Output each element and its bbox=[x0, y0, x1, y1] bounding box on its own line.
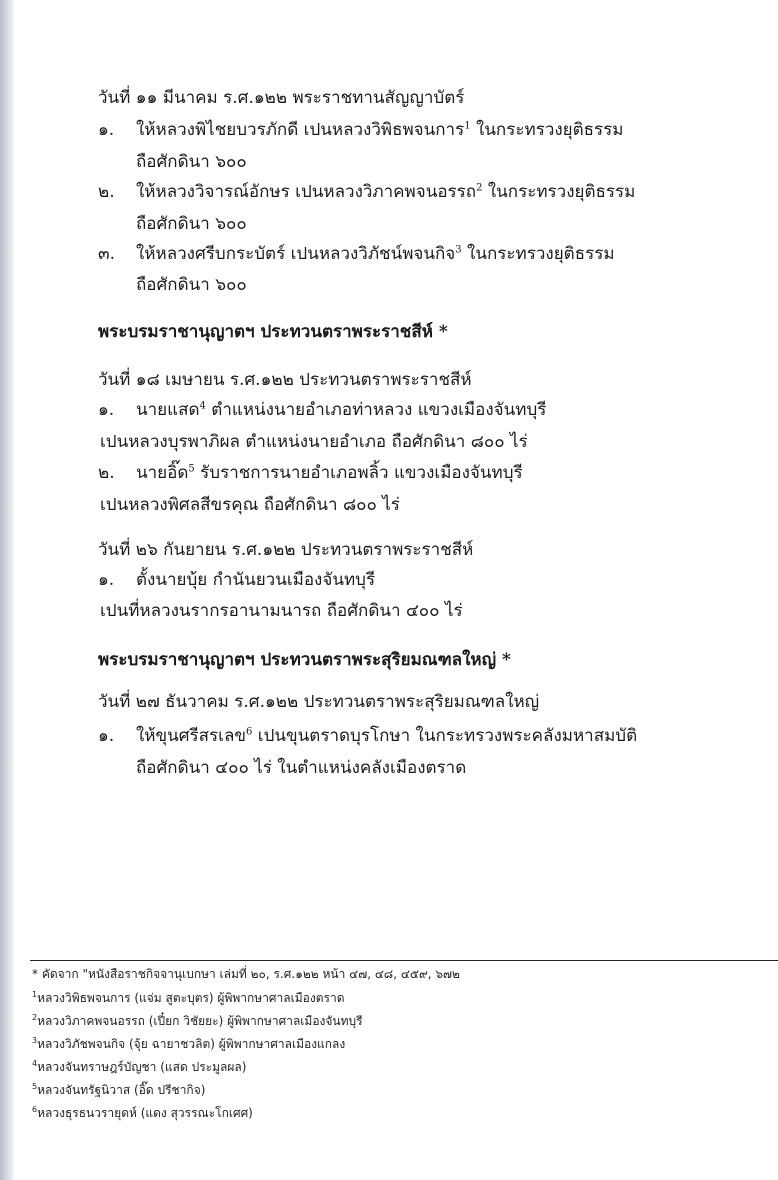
footnote-ref: 6 bbox=[246, 726, 253, 738]
footnote-ref: 5 bbox=[188, 463, 195, 475]
footnote-mark: 1 bbox=[32, 990, 38, 999]
item-text: ให้หลวงวิจารณ์อักษร เปนหลวงวิภาคพจนอรรถ bbox=[136, 182, 477, 202]
section3-item-1-line2: เปนที่หลวงนรากรอานามนารถ ถือศักดินา ๔๐๐ ไร่ bbox=[100, 601, 463, 621]
item-number: ๒. bbox=[98, 182, 115, 202]
item-text-after: รับราชการนายอำเภอพลิ้ว แขวงเมืองจันทบุรี bbox=[194, 463, 523, 483]
section1-date-line: วันที่ ๑๑ มีนาคม ร.ศ.๑๒๒ พระราชทานสัญญาบัตร์ bbox=[98, 88, 465, 108]
section1-item-1-line2: ถือศักดินา ๖๐๐ bbox=[136, 152, 247, 172]
footnote-text: หลวงจันทราษฎร์บัญชา (แสด ประมูลผล) bbox=[37, 1060, 247, 1074]
item-number: ๑. bbox=[98, 120, 115, 140]
footnote-mark: 3 bbox=[32, 1036, 38, 1045]
item-text-after: เปนขุนตราดบุรโกษา ในกระทรวงพระคลังมหาสมบัติ bbox=[252, 726, 638, 746]
section1-item-2 bbox=[98, 180, 635, 204]
item-number: ๒. bbox=[98, 463, 115, 483]
section1-item-3 bbox=[98, 242, 615, 266]
footnote-mark: 6 bbox=[32, 1105, 38, 1114]
section1-item-3-line2: ถือศักดินา ๖๐๐ bbox=[136, 275, 247, 295]
item-number: ๓. bbox=[98, 244, 116, 264]
footnote-ref: 3 bbox=[455, 244, 462, 256]
footnote-mark: 2 bbox=[32, 1013, 38, 1022]
section2-date-line: วันที่ ๑๘ เมษายน ร.ศ.๑๒๒ ประทวนตราพระราชสีห์ bbox=[98, 370, 472, 390]
section4-date-line: วันที่ ๒๗ ธันวาคม ร.ศ.๑๒๒ ประทวนตราพระสุริยมณฑลใหญ่ bbox=[98, 692, 540, 712]
footnote-3 bbox=[32, 1036, 345, 1052]
item-text: ให้ขุนศรีสรเลข bbox=[136, 726, 247, 746]
item-text-after: ตำแหน่งนายอำเภอท่าหลวง แขวงเมืองจันทบุรี bbox=[205, 400, 547, 420]
item-text: ตั้งนายบุ้ย กำนันยวนเมืองจันทบุรี bbox=[136, 570, 376, 590]
section4-item-1-line2: ถือศักดินา ๔๐๐ ไร่ ในตำแหน่งคลังเมืองตราด bbox=[136, 758, 467, 778]
footnote-text: หลวงวิภัชพจนกิจ (จุ้ย ฉายาชวลิต) ผู้พิพากษาศาลเมืองแกลง bbox=[37, 1037, 346, 1051]
item-number: ๑. bbox=[98, 400, 115, 420]
footnote-text: หลวงวิภาคพจนอรรถ (เปี๋ยก วิชัยยะ) ผู้พิพากษาศาลเมืองจันทบุรี bbox=[37, 1014, 363, 1028]
footnote-2 bbox=[32, 1013, 363, 1029]
item-text: ให้หลวงพิไชยบวรภักดี เปนหลวงวิพิธพจนการ bbox=[136, 120, 465, 140]
footnote-5 bbox=[32, 1082, 205, 1098]
footnote-6 bbox=[32, 1105, 253, 1121]
section2-item-2-line2: เปนหลวงพิศลสีขรคุณ ถือศักดินา ๘๐๐ ไร่ bbox=[100, 495, 400, 515]
footnote-text: หลวงวิพิธพจนการ (แจ่ม สูตะบุตร) ผู้พิพากษาศาลเมืองตราด bbox=[37, 991, 345, 1005]
section3-item-1 bbox=[98, 568, 375, 592]
footnote-ref: 4 bbox=[199, 400, 206, 412]
section2-item-2 bbox=[98, 461, 523, 485]
section1-item-2-line2: ถือศักดินา ๖๐๐ bbox=[136, 214, 247, 234]
footnote-source: * คัดจาก "หนังสือราชกิจจานุเบกษา เล่มที่ ๒๐, ร.ศ.๑๒๒ หน้า ๔๗, ๔๘, ๔๕๙, ๖๗๒ bbox=[32, 967, 460, 981]
item-text-after: ในกระทรวงยุติธรรม bbox=[461, 244, 615, 264]
footnote-mark: 5 bbox=[32, 1082, 38, 1091]
footnote-ref: 2 bbox=[476, 182, 483, 194]
item-text: ให้หลวงศรีบกระบัตร์ เปนหลวงวิภัชน์พจนกิจ bbox=[136, 244, 456, 264]
section3-date-line: วันที่ ๒๖ กันยายน ร.ศ.๑๒๒ ประทวนตราพระราชสีห์ bbox=[98, 540, 474, 560]
footnote-1 bbox=[32, 990, 344, 1006]
footnote-mark: 4 bbox=[32, 1059, 38, 1068]
item-text: นายแสด bbox=[136, 400, 200, 420]
section1-item-1 bbox=[98, 118, 624, 142]
footnote-4 bbox=[32, 1059, 246, 1075]
footnote-text: หลวงจันทรัฐนิวาส (อิ๊ด ปรีชากิจ) bbox=[37, 1083, 206, 1097]
item-number: ๑. bbox=[98, 570, 115, 590]
heading-suriya-seal: พระบรมราชานุญาตฯ ประทวนตราพระสุริยมณฑลใหญ่ * bbox=[98, 650, 511, 670]
item-text-after: ในกระทรวงยุติธรรม bbox=[482, 182, 636, 202]
item-number: ๑. bbox=[98, 726, 115, 746]
section4-item-1 bbox=[98, 724, 637, 748]
footnote-ref: 1 bbox=[464, 120, 471, 132]
item-text-after: ในกระทรวงยุติธรรม bbox=[470, 120, 624, 140]
footnote-divider bbox=[30, 960, 778, 961]
section2-item-1-line2: เปนหลวงบุรพาภิผล ตำแหน่งนายอำเภอ ถือศักดินา ๘๐๐ ไร่ bbox=[100, 432, 528, 452]
heading-rajasi-seal: พระบรมราชานุญาตฯ ประทวนตราพระราชสีห์ * bbox=[98, 322, 448, 342]
footnote-text: หลวงธุรธนวรายุดห์ (แดง สุวรรณะโกเศศ) bbox=[37, 1106, 253, 1120]
section2-item-1 bbox=[98, 398, 546, 422]
item-text: นายอิ๊ด bbox=[136, 463, 189, 483]
